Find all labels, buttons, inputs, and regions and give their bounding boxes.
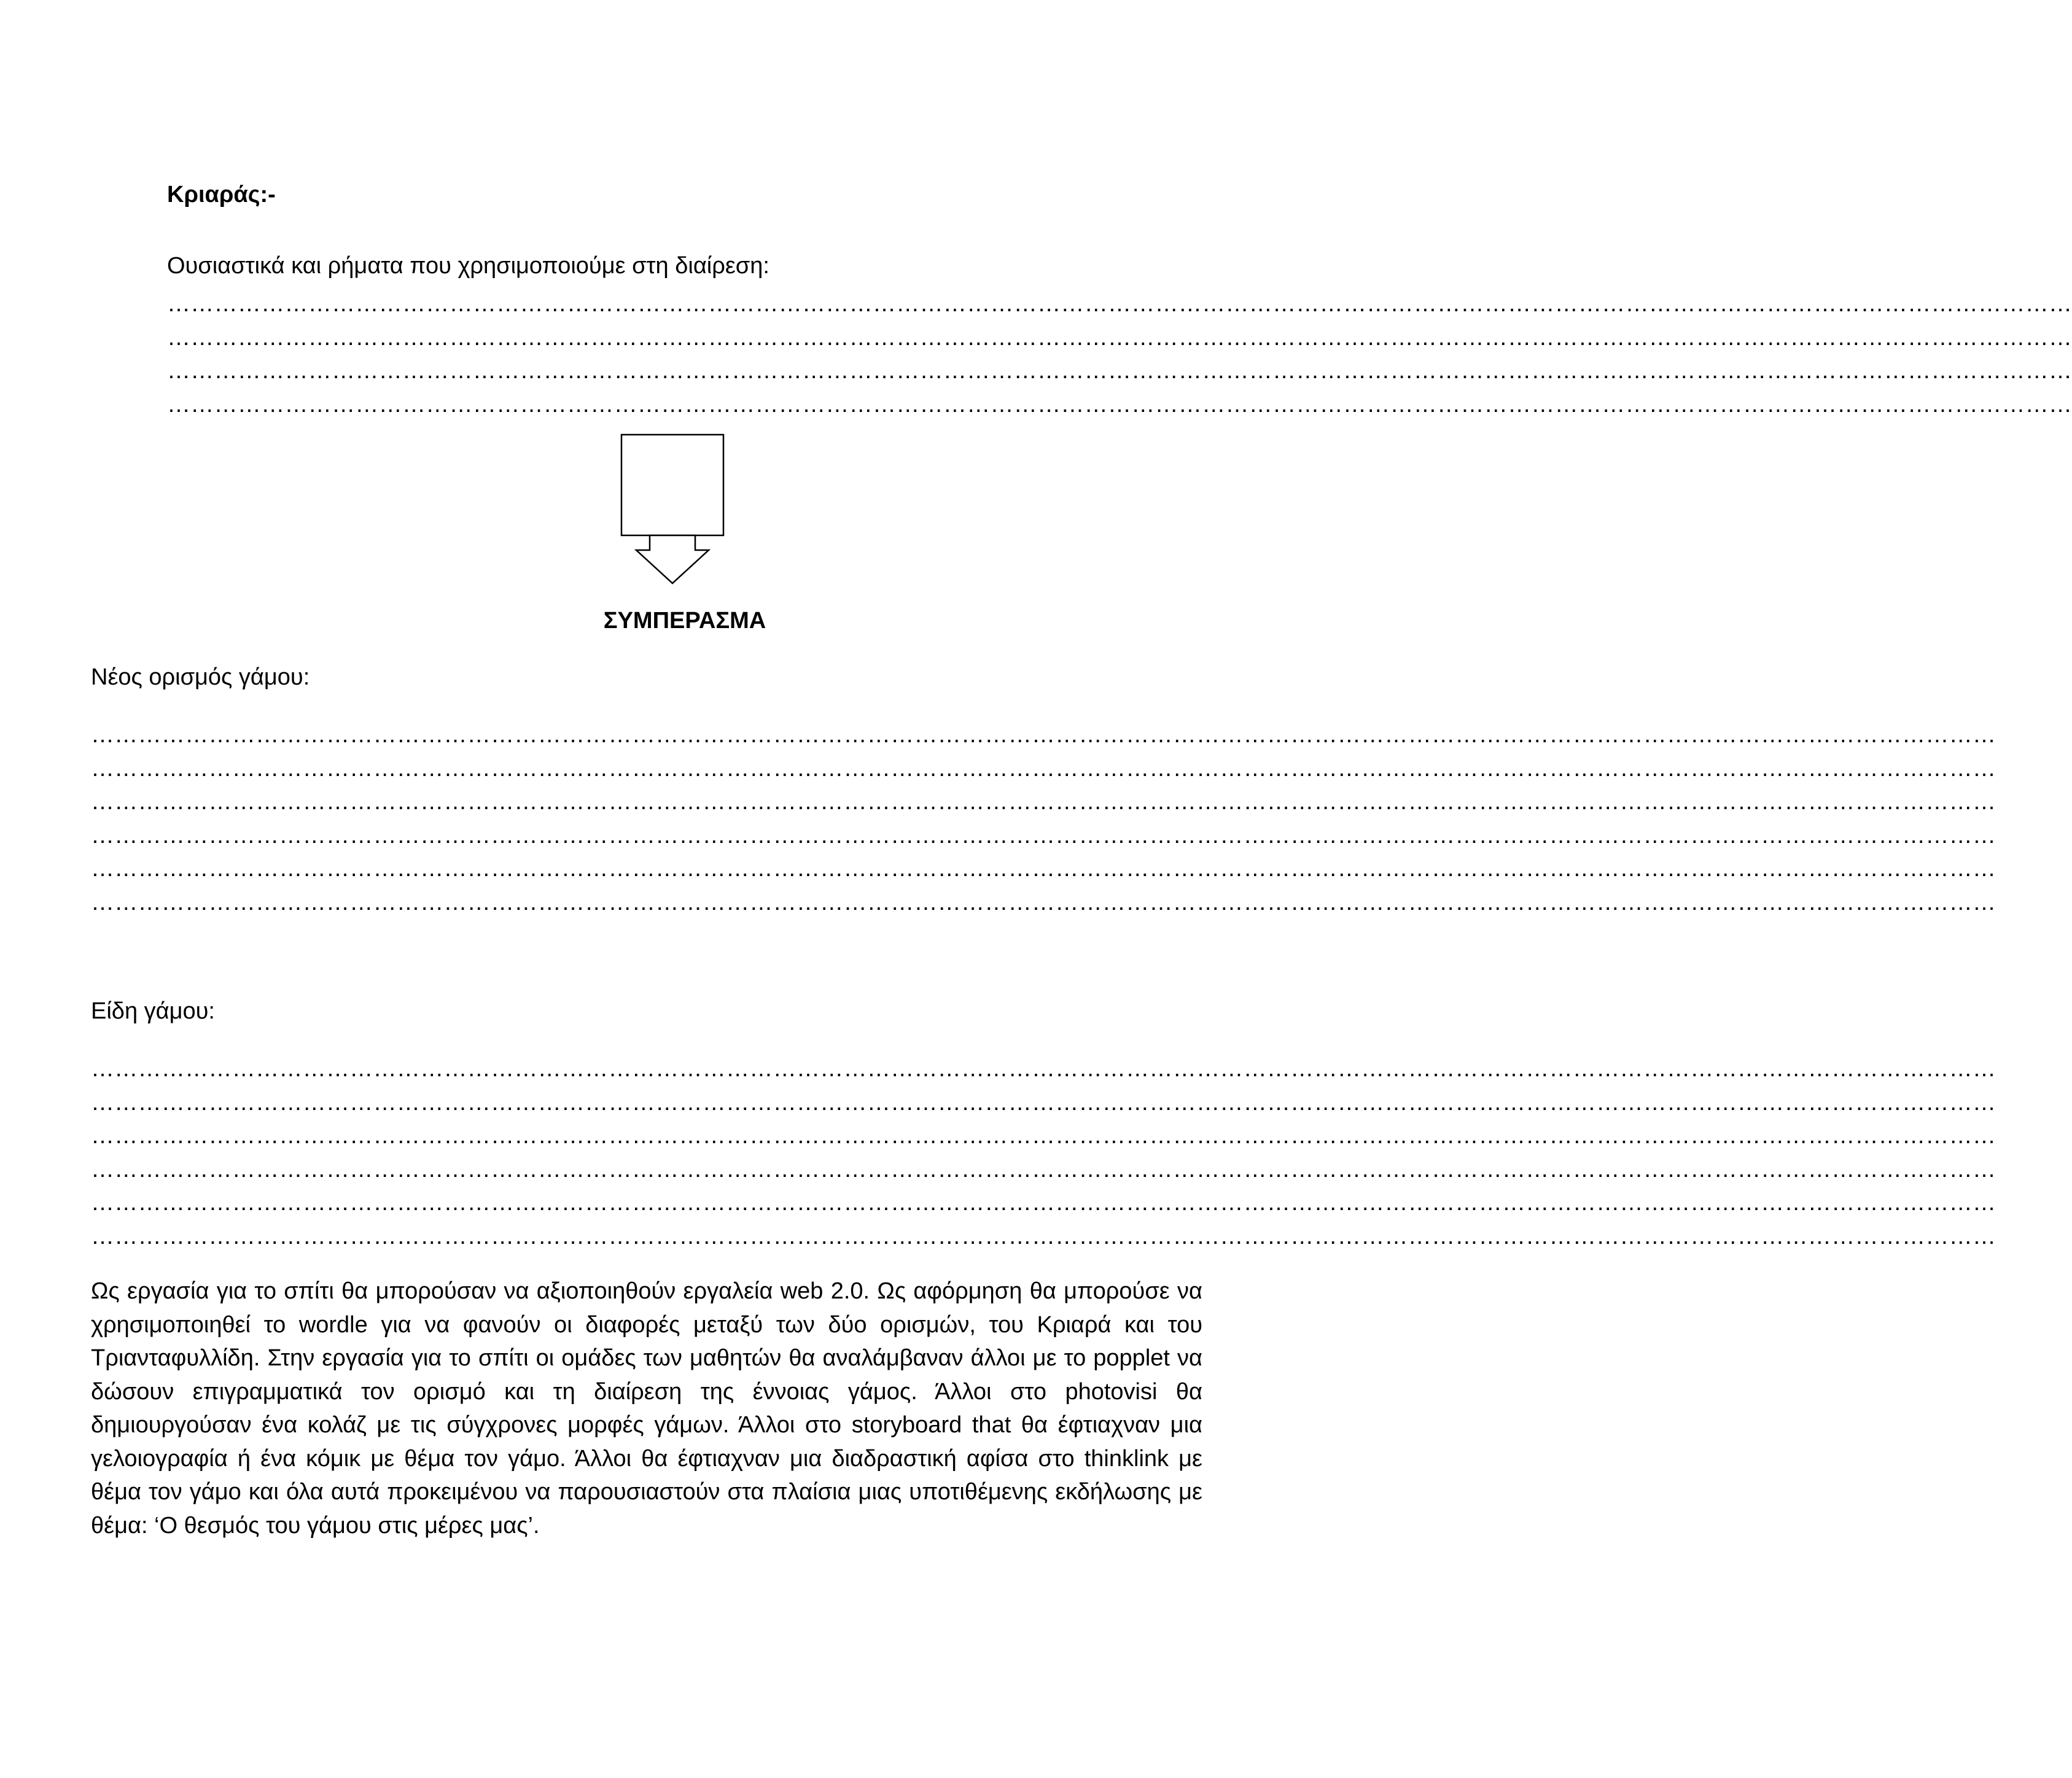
dotted-answer-line: ……………………………………………………………………………………………………………………………………………………………………………………………………………………… bbox=[91, 789, 1996, 815]
dotted-answer-line: ……………………………………………………………………………………………………………………………………………………………………………………………………………………… bbox=[167, 324, 2072, 351]
down-arrow-icon bbox=[617, 430, 728, 589]
dotted-answer-line: ……………………………………………………………………………………………………………………………………………………………………………………………………………………… bbox=[91, 1089, 1996, 1116]
dotted-answer-line: ……………………………………………………………………………………………………………………………………………………………………………………………………………………… bbox=[91, 889, 1996, 915]
dotted-answer-line: ……………………………………………………………………………………………………………………………………………………………………………………………………………………… bbox=[91, 755, 1996, 782]
homework-paragraph: Ως εργασία για το σπίτι θα μπορούσαν να αξιοποιηθούν εργαλεία web 2.0. Ως αφόρμηση θα μπορούσε να χρησιμοποιηθεί το wordle για να φανούν οι διαφορές μεταξύ των δύο ορισμών, του Κριαρά και του Τριανταφυλλίδη. Στην εργασία για το σπίτι οι ομάδες των μαθητών θα αναλάμβαναν άλλοι με το popplet να δώσουν επιγραμματικά τον ορισμό και τη διαίρεση της έννοιας γάμος. Άλλοι στο photovisi θα δημιουργούσαν ένα κολάζ με τις σύγχρονες μορφές γάμων. Άλλοι στο storyboard that θα έφτιαχναν μια γελοιογραφία ή ένα κόμικ με θέμα τον γάμο. Άλλοι θα έφτιαχναν μια διαδραστική αφίσα στο thinklink με θέμα τον γάμο και όλα αυτά προκειμένου να παρουσιαστούν στα πλαίσια μιας υποτιθέμενης εκδήλωσης με θέμα: ‘Ο θεσμός του γάμου στις μέρες μας’. bbox=[91, 1278, 1202, 1539]
section-heading: Κριαράς:- bbox=[167, 182, 276, 208]
answer-lines-nouns-verbs bbox=[167, 287, 2072, 421]
answer-lines-new-definition bbox=[91, 718, 1996, 919]
marriage-types-label: Είδη γάμου: bbox=[91, 998, 215, 1024]
conclusion-title: ΣΥΜΠΕΡΑΣΜΑ bbox=[603, 608, 766, 634]
dotted-answer-line: ……………………………………………………………………………………………………………………………………………………………………………………………………………………… bbox=[167, 391, 2072, 417]
dotted-answer-line: ……………………………………………………………………………………………………………………………………………………………………………………………………………………… bbox=[91, 1223, 1996, 1249]
dotted-answer-line: ……………………………………………………………………………………………………………………………………………………………………………………………………………………… bbox=[91, 1123, 1996, 1149]
dotted-answer-line: ……………………………………………………………………………………………………………………………………………………………………………………………………………………… bbox=[91, 822, 1996, 848]
new-definition-label: Νέος ορισμός γάμου: bbox=[91, 664, 310, 690]
dotted-answer-line: ……………………………………………………………………………………………………………………………………………………………………………………………………………………… bbox=[91, 1190, 1996, 1216]
dotted-answer-line: ……………………………………………………………………………………………………………………………………………………………………………………………………………………… bbox=[91, 856, 1996, 882]
dotted-answer-line: ……………………………………………………………………………………………………………………………………………………………………………………………………………………… bbox=[91, 1156, 1996, 1182]
dotted-answer-line: ……………………………………………………………………………………………………………………………………………………………………………………………………………………… bbox=[91, 1056, 1996, 1082]
dotted-answer-line: ……………………………………………………………………………………………………………………………………………………………………………………………………………………… bbox=[167, 358, 2072, 384]
dotted-answer-line: ……………………………………………………………………………………………………………………………………………………………………………………………………………………… bbox=[167, 291, 2072, 317]
intro-label: Ουσιαστικά και ρήματα που χρησιμοποιούμε στη διαίρεση: bbox=[167, 253, 769, 279]
dotted-answer-line: ……………………………………………………………………………………………………………………………………………………………………………………………………………………… bbox=[91, 722, 1996, 748]
answer-lines-marriage-types bbox=[91, 1052, 1996, 1253]
